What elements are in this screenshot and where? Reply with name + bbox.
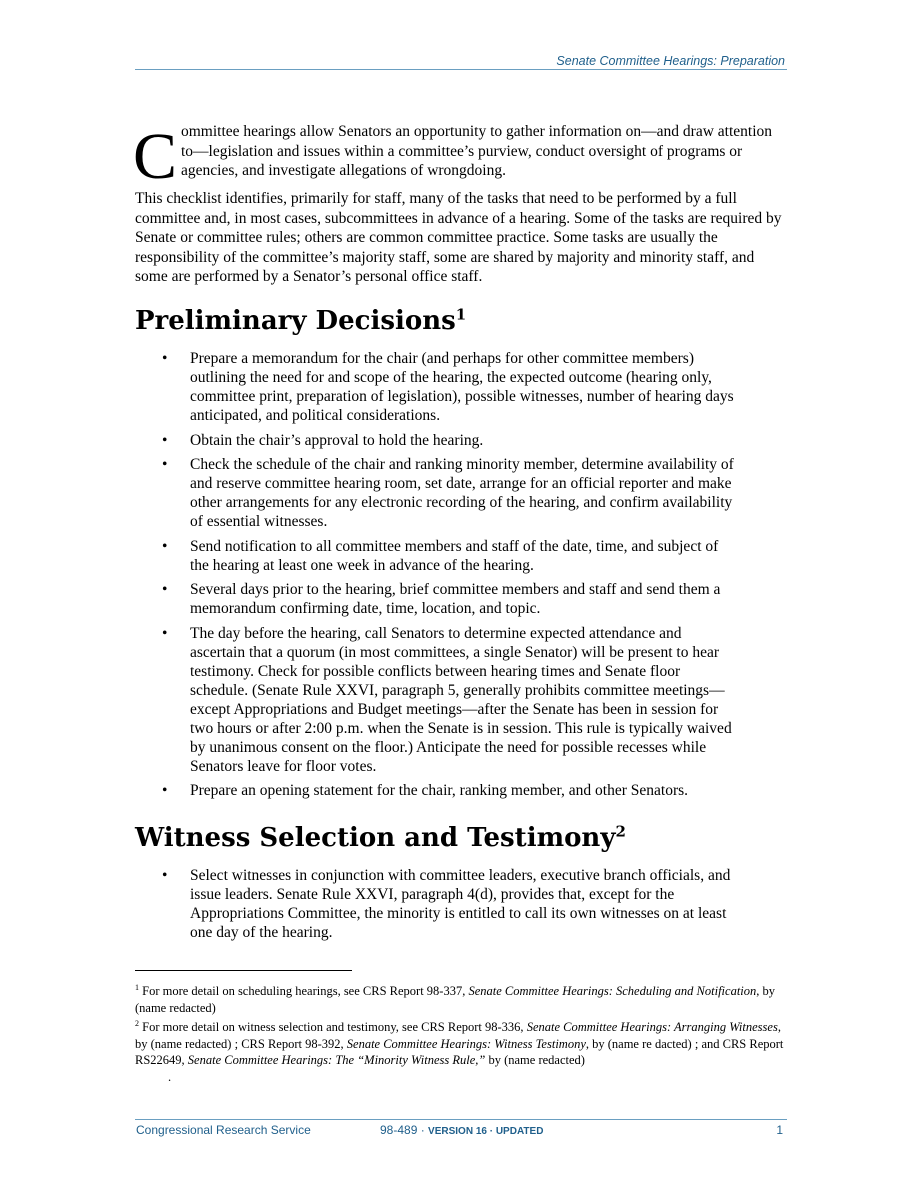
witness-checklist <box>135 866 735 948</box>
running-header-title: Senate Committee Hearings: Preparation <box>556 54 785 68</box>
footnote-mark: 2 <box>135 1019 139 1028</box>
list-item <box>135 781 735 800</box>
footnote-ref-2[interactable]: 2 <box>615 822 626 841</box>
report-number: 98-489 · <box>380 1123 429 1137</box>
list-item-text: Select witnesses in conjunction with committee leaders, executive branch officials, and issue leaders. Senate Rule XXVI, paragraph 4(d), provides that, except for the Appropriations Committee, the minority is entitled to call its own witnesses on at least one day of the hearing. <box>190 867 731 941</box>
report-title: Senate Committee Hearings: The “Minority Witness Rule,” <box>187 1053 486 1068</box>
intro-paragraph-2: This checklist identifies, primarily for staff, many of the tasks that need to be performed by a full committee and, in most cases, subcommittees in advance of a hearing. Some of the tasks are required by Senate or committee rules; others are common committee practice. Some tasks are usually the responsibility of the committee’s majority staff, some are shared by majority and minority staff, and some are performed by a Senator’s personal office staff. <box>135 190 782 285</box>
bullet-icon: • <box>162 782 168 799</box>
bullet-icon: • <box>162 350 168 367</box>
list-item <box>135 537 735 575</box>
section-heading-preliminary <box>135 306 466 336</box>
footnote-mark: 1 <box>135 983 139 992</box>
footnote-tail: . <box>168 1069 172 1084</box>
footnote-rule <box>135 970 352 971</box>
bullet-icon: • <box>162 624 168 642</box>
section-heading-witness <box>135 823 626 853</box>
footnote-text: , by (name redacted) ; CRS Report 98-392, <box>135 1020 781 1051</box>
header-rule <box>135 69 787 70</box>
intro-paragraph-1: ommittee hearings allow Senators an opportunity to gather information on—and draw attention to—legislation and issues within a committee’s purview, conduct oversight of programs or agencies, and investigate allegations of wrongdoing. <box>181 123 773 179</box>
list-item-text: Prepare a memorandum for the chair (and perhaps for other committee members) outlining the need for and scope of the hearing, the expected outcome (hearing only, committee print, preparation of legislation), possible witnesses, number of hearing days anticipated, and political considerations. <box>190 350 734 424</box>
footnote-text: For more detail on witness selection and testimony, see CRS Report 98-336, <box>139 1020 527 1035</box>
footnote-ref-1[interactable]: 1 <box>455 305 467 324</box>
heading-text: Witness Selection and Testimony <box>135 823 616 853</box>
footer-organization: Congressional Research Service <box>136 1123 311 1137</box>
list-item-text: Obtain the chair’s approval to hold the hearing. <box>190 431 484 449</box>
drop-cap: C <box>133 120 178 193</box>
page-number: 1 <box>776 1123 783 1137</box>
footnote-1 <box>135 980 785 1016</box>
list-item <box>135 455 735 531</box>
list-item-text: Prepare an opening statement for the chair, ranking member, and other Senators. <box>190 782 689 799</box>
footnote-text: , by (name re dacted) ; and CRS Report RS22649, <box>135 1036 784 1068</box>
list-item-text: Check the schedule of the chair and ranking minority member, determine availability of and reserve committee hearing room, set date, arrange for an official reporter and make other arrangements for any electronic recording of the hearing, and confirm availability of essential witnesses. <box>190 456 734 530</box>
footer-report-number <box>380 1123 543 1137</box>
list-item <box>135 866 735 942</box>
footnote-text: For more detail on scheduling hearings, see CRS Report 98-337, <box>139 984 469 999</box>
preliminary-checklist <box>135 349 735 806</box>
list-item <box>135 431 735 450</box>
list-item <box>135 624 735 776</box>
list-item-text: Send notification to all committee members and staff of the date, time, and subject of the hearing at least one week in advance of the hearing. <box>190 537 719 574</box>
report-title: Senate Committee Hearings: Arranging Witnesses <box>526 1020 778 1035</box>
footnote-text: by (name redacted) <box>485 1053 585 1068</box>
footnote-text: , by (name redacted) <box>135 984 776 1015</box>
list-item-text: The day before the hearing, call Senators to determine expected attendance and ascertain that a quorum (in most committees, a single Senator) will be present to hear testimony. Check for possible conflicts between hearing times and Senate floor schedule. (Senate Rule XXVI, paragraph 5, generally prohibits committee meetings—except Appropriations and Budget meetings—after the Senate has been in session for two hours or after 2:00 p.m. when the Senate is in session. This rule is typically waived by unanimous consent on the floor.) Anticipate the need for possible recesses while Senators leave for floor votes. <box>190 624 732 775</box>
bullet-icon: • <box>162 867 168 884</box>
footnote-2 <box>135 1016 785 1085</box>
report-title: Senate Committee Hearings: Witness Testimony <box>346 1036 586 1051</box>
version-label: VERSION 16 · UPDATED <box>428 1126 544 1137</box>
list-item-text: Several days prior to the hearing, brief committee members and staff and send them a memorandum confirming date, time, location, and topic. <box>190 581 721 617</box>
list-item <box>135 349 735 425</box>
bullet-icon: • <box>162 581 168 598</box>
heading-text: Preliminary Decisions <box>135 306 456 336</box>
bullet-icon: • <box>162 537 168 555</box>
bullet-icon: • <box>162 431 168 449</box>
bullet-icon: • <box>162 456 168 473</box>
report-title: Senate Committee Hearings: Scheduling and Notification <box>468 984 757 999</box>
list-item <box>135 580 735 618</box>
footer-rule <box>135 1119 787 1120</box>
